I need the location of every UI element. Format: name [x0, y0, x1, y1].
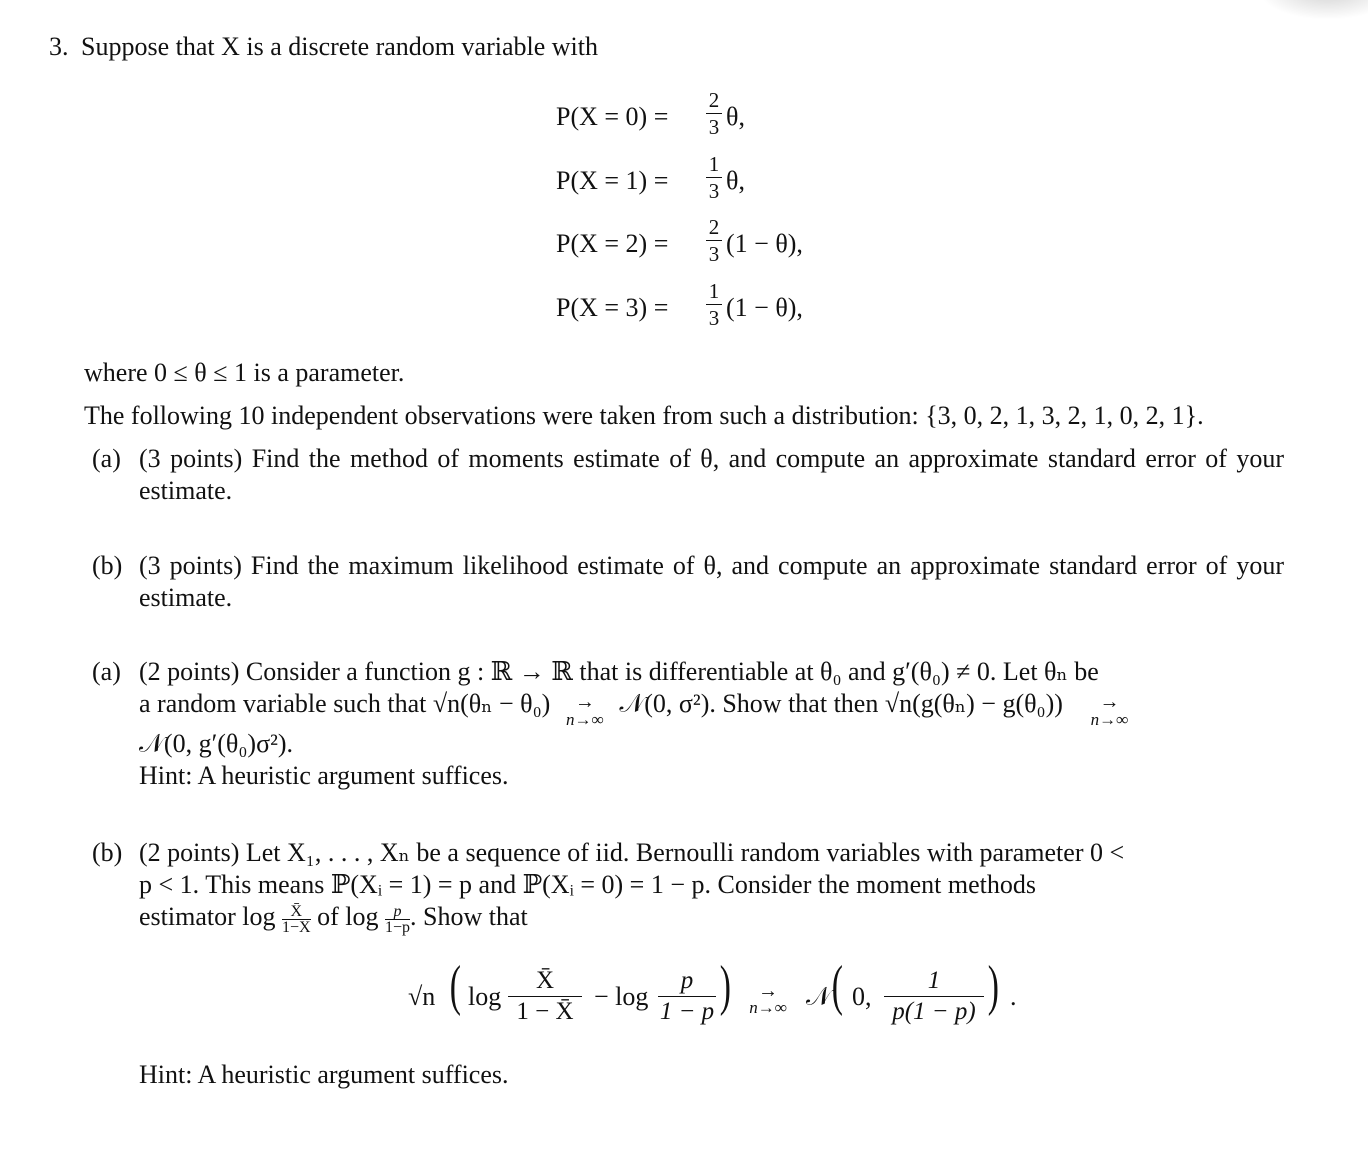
- item-body: [139, 837, 1284, 937]
- equation-rhs: (1 − θ),: [726, 229, 803, 258]
- corner-shadow: [1258, 0, 1368, 20]
- sqrt-n: √n: [408, 982, 436, 1011]
- part-2b: [92, 837, 1284, 937]
- fraction-denominator: 3: [708, 115, 720, 139]
- equation-fraction: [705, 88, 723, 139]
- equation-lhs: P(X = 2) =: [556, 229, 669, 258]
- minus-log: − log: [594, 982, 649, 1011]
- item-body: [139, 656, 1284, 792]
- line-segment: estimator log: [139, 902, 276, 931]
- fraction-xbar: X̄ 1 − X̄: [508, 966, 582, 1027]
- item-line: p < 1. This means ℙ(Xᵢ = 1) = p and ℙ(Xᵢ = 0) = 1 − p. Consider the moment methods: [139, 870, 1036, 899]
- equation-fraction: [705, 152, 723, 203]
- hint: Hint: A heuristic argument suffices.: [139, 761, 509, 790]
- problem-heading: [49, 32, 598, 62]
- item-label: (b): [92, 551, 123, 580]
- fraction-numerator: 2: [708, 88, 720, 112]
- item-text: (3 points) Find the method of moments estimate of θ, and compute an approximate standard error of your estimate.: [139, 444, 1284, 505]
- parameter-statement: where 0 ≤ θ ≤ 1 is a parameter.: [84, 358, 405, 387]
- inline-fraction: $\frac{X̄}{1-X̄}$: [281, 902, 311, 936]
- part-2a: [92, 656, 1284, 792]
- item-line: 𝒩(0, g′(θ₀)σ²).: [139, 729, 294, 758]
- part-1b: [92, 550, 1284, 614]
- log-label: log: [468, 982, 502, 1011]
- line-segment: . Show that: [409, 902, 528, 931]
- line-segment: 𝒩(0, σ²). Show that then √n(g(θₙ) − g(θ₀)): [619, 689, 1063, 718]
- item-line: a random variable such that √n(θₙ − θ₀) → n→∞ 𝒩(0, σ²). Show that then √n(g(θₙ) − g(θ₀)) → n→∞: [139, 689, 1129, 729]
- fraction-numerator: 1: [708, 152, 720, 176]
- equation-rhs: θ,: [726, 102, 745, 131]
- observations-statement: The following 10 independent observations were taken from such a distribution: {3, 0, 2, 1, 3, 2, 1, 0, 2, 1}.: [84, 401, 1204, 430]
- item-text: (3 points) Find the maximum likelihood estimate of θ, and compute an approximate standard error of your estimate.: [139, 551, 1284, 612]
- fraction-numerator: 1: [708, 279, 720, 303]
- fraction-denominator: 3: [708, 179, 720, 203]
- right-paren: ): [719, 955, 731, 1017]
- equation-fraction: [705, 279, 723, 330]
- period: .: [1010, 982, 1017, 1011]
- normal-symbol: 𝒩: [806, 982, 831, 1011]
- equation-lhs: P(X = 1) =: [556, 166, 669, 195]
- part-1a: [92, 443, 1284, 507]
- left-paren: (: [449, 955, 461, 1017]
- item-line: [139, 901, 1284, 937]
- line-segment: of log: [317, 902, 379, 931]
- inline-fraction: $\frac{p}{1-p}$: [384, 902, 410, 936]
- fraction-variance: 1 p(1 − p): [884, 966, 984, 1027]
- item-line: (2 points) Consider a function g : ℝ → ℝ that is differentiable at θ₀ and g′(θ₀) ≠ 0. Let θₙ be: [139, 657, 1099, 686]
- item-label: (a): [92, 657, 121, 686]
- equation-lhs: P(X = 3) =: [556, 293, 669, 322]
- problem-intro: Suppose that X is a discrete random variable with: [81, 32, 598, 61]
- fraction-p: p 1 − p: [659, 967, 715, 1025]
- item-line: (2 points) Let X₁, . . . , Xₙ be a sequence of iid. Bernoulli random variables with parameter 0 <: [139, 838, 1125, 867]
- problem-number: 3.: [49, 32, 69, 61]
- equation-rhs: (1 − θ),: [726, 293, 803, 322]
- equation-rhs: θ,: [726, 166, 745, 195]
- fraction-denominator: 3: [708, 306, 720, 330]
- fraction-numerator: 2: [708, 215, 720, 239]
- zero-mean: 0,: [852, 982, 872, 1011]
- fraction-denominator: 3: [708, 242, 720, 266]
- right-paren: ): [987, 955, 999, 1017]
- left-paren: (: [831, 955, 843, 1017]
- equation-fraction: [705, 215, 723, 266]
- item-label: (b): [92, 838, 123, 867]
- line-segment: a random variable such that √n(θₙ − θ₀): [139, 689, 551, 718]
- equation-lhs: P(X = 0) =: [556, 102, 669, 131]
- hint: Hint: A heuristic argument suffices.: [139, 1060, 509, 1089]
- item-label: (a): [92, 444, 121, 473]
